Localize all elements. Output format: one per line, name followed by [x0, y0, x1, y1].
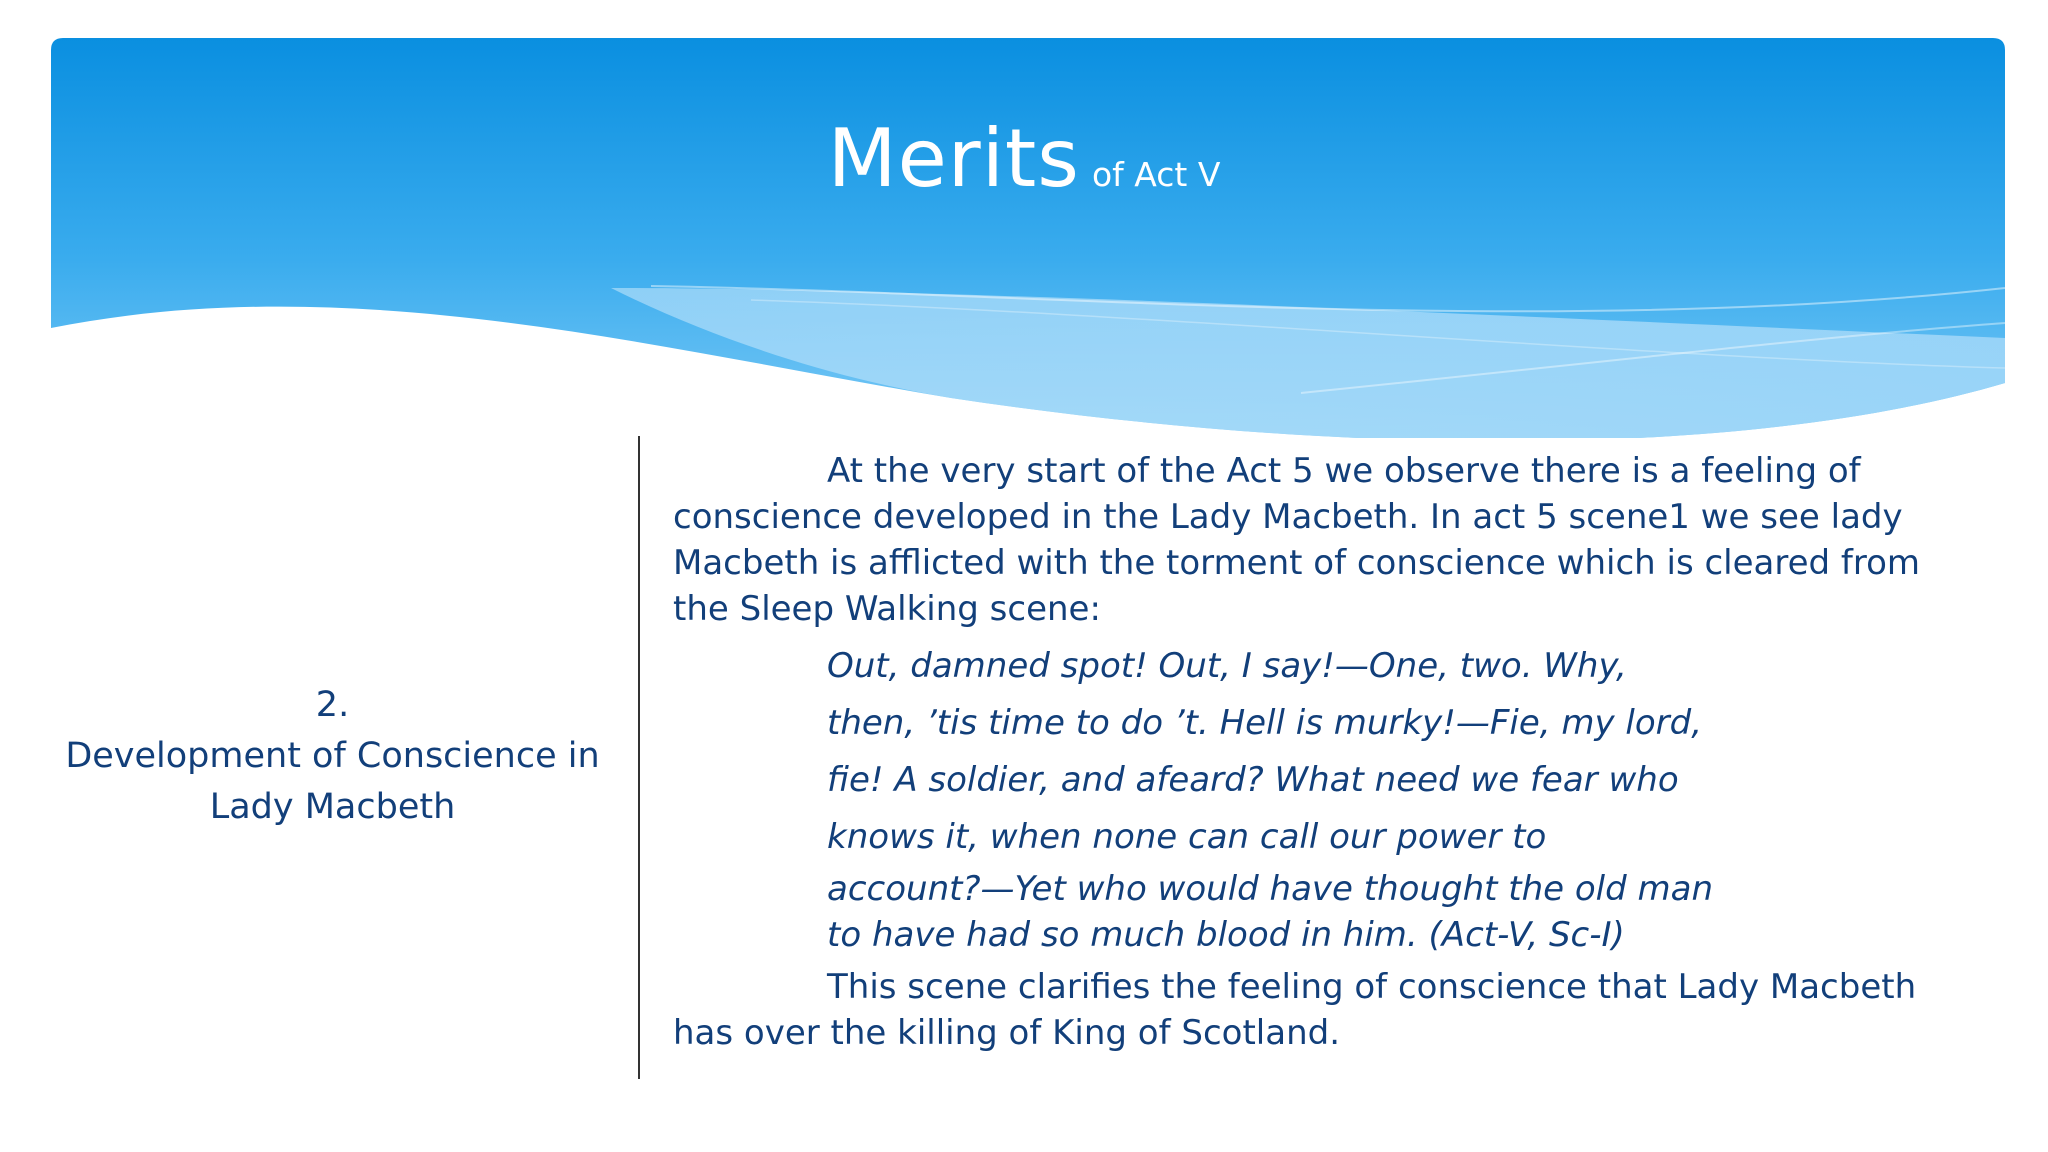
quote-line: knows it, when none can call our power to — [827, 817, 1547, 857]
wave-banner-graphic — [51, 38, 2005, 438]
conclusion-paragraph: This scene clarifies the feeling of conscience that Lady Macbeth has over the killing of King of Scotland. — [673, 967, 1917, 1053]
title-sub: of Act V — [1091, 155, 1221, 194]
quote-line: fie! A soldier, and afeard? What need we fear who — [827, 760, 1679, 800]
quote-line: then, ’tis time to do ’t. Hell is murky!—Fie, my lord, — [827, 703, 1703, 743]
section-number: 2. — [315, 685, 350, 725]
quote-line: to have had so much blood in him. (Act-V, Sc-I) — [827, 915, 1625, 955]
quote-line: account?—Yet who would have thought the old man — [827, 869, 1714, 909]
quote-block — [827, 638, 1993, 958]
title-main: Merits — [827, 112, 1080, 205]
vertical-divider — [638, 436, 640, 1079]
slide-title — [0, 112, 2048, 205]
section-heading-line1: Development of Conscience in — [65, 736, 600, 776]
quote-line: Out, damned spot! Out, I say!—One, two. Why, — [827, 646, 1627, 686]
section-label — [40, 680, 625, 833]
body-text — [673, 448, 1993, 1056]
section-heading-line2: Lady Macbeth — [209, 787, 456, 827]
header-banner — [51, 38, 2005, 438]
intro-paragraph: At the very start of the Act 5 we observe there is a feeling of conscience developed in the Lady Macbeth. In act 5 scene1 we see lady Macbeth is afflicted with the torment of conscience which is cleared from the Sleep Walking scene: — [673, 451, 1921, 629]
